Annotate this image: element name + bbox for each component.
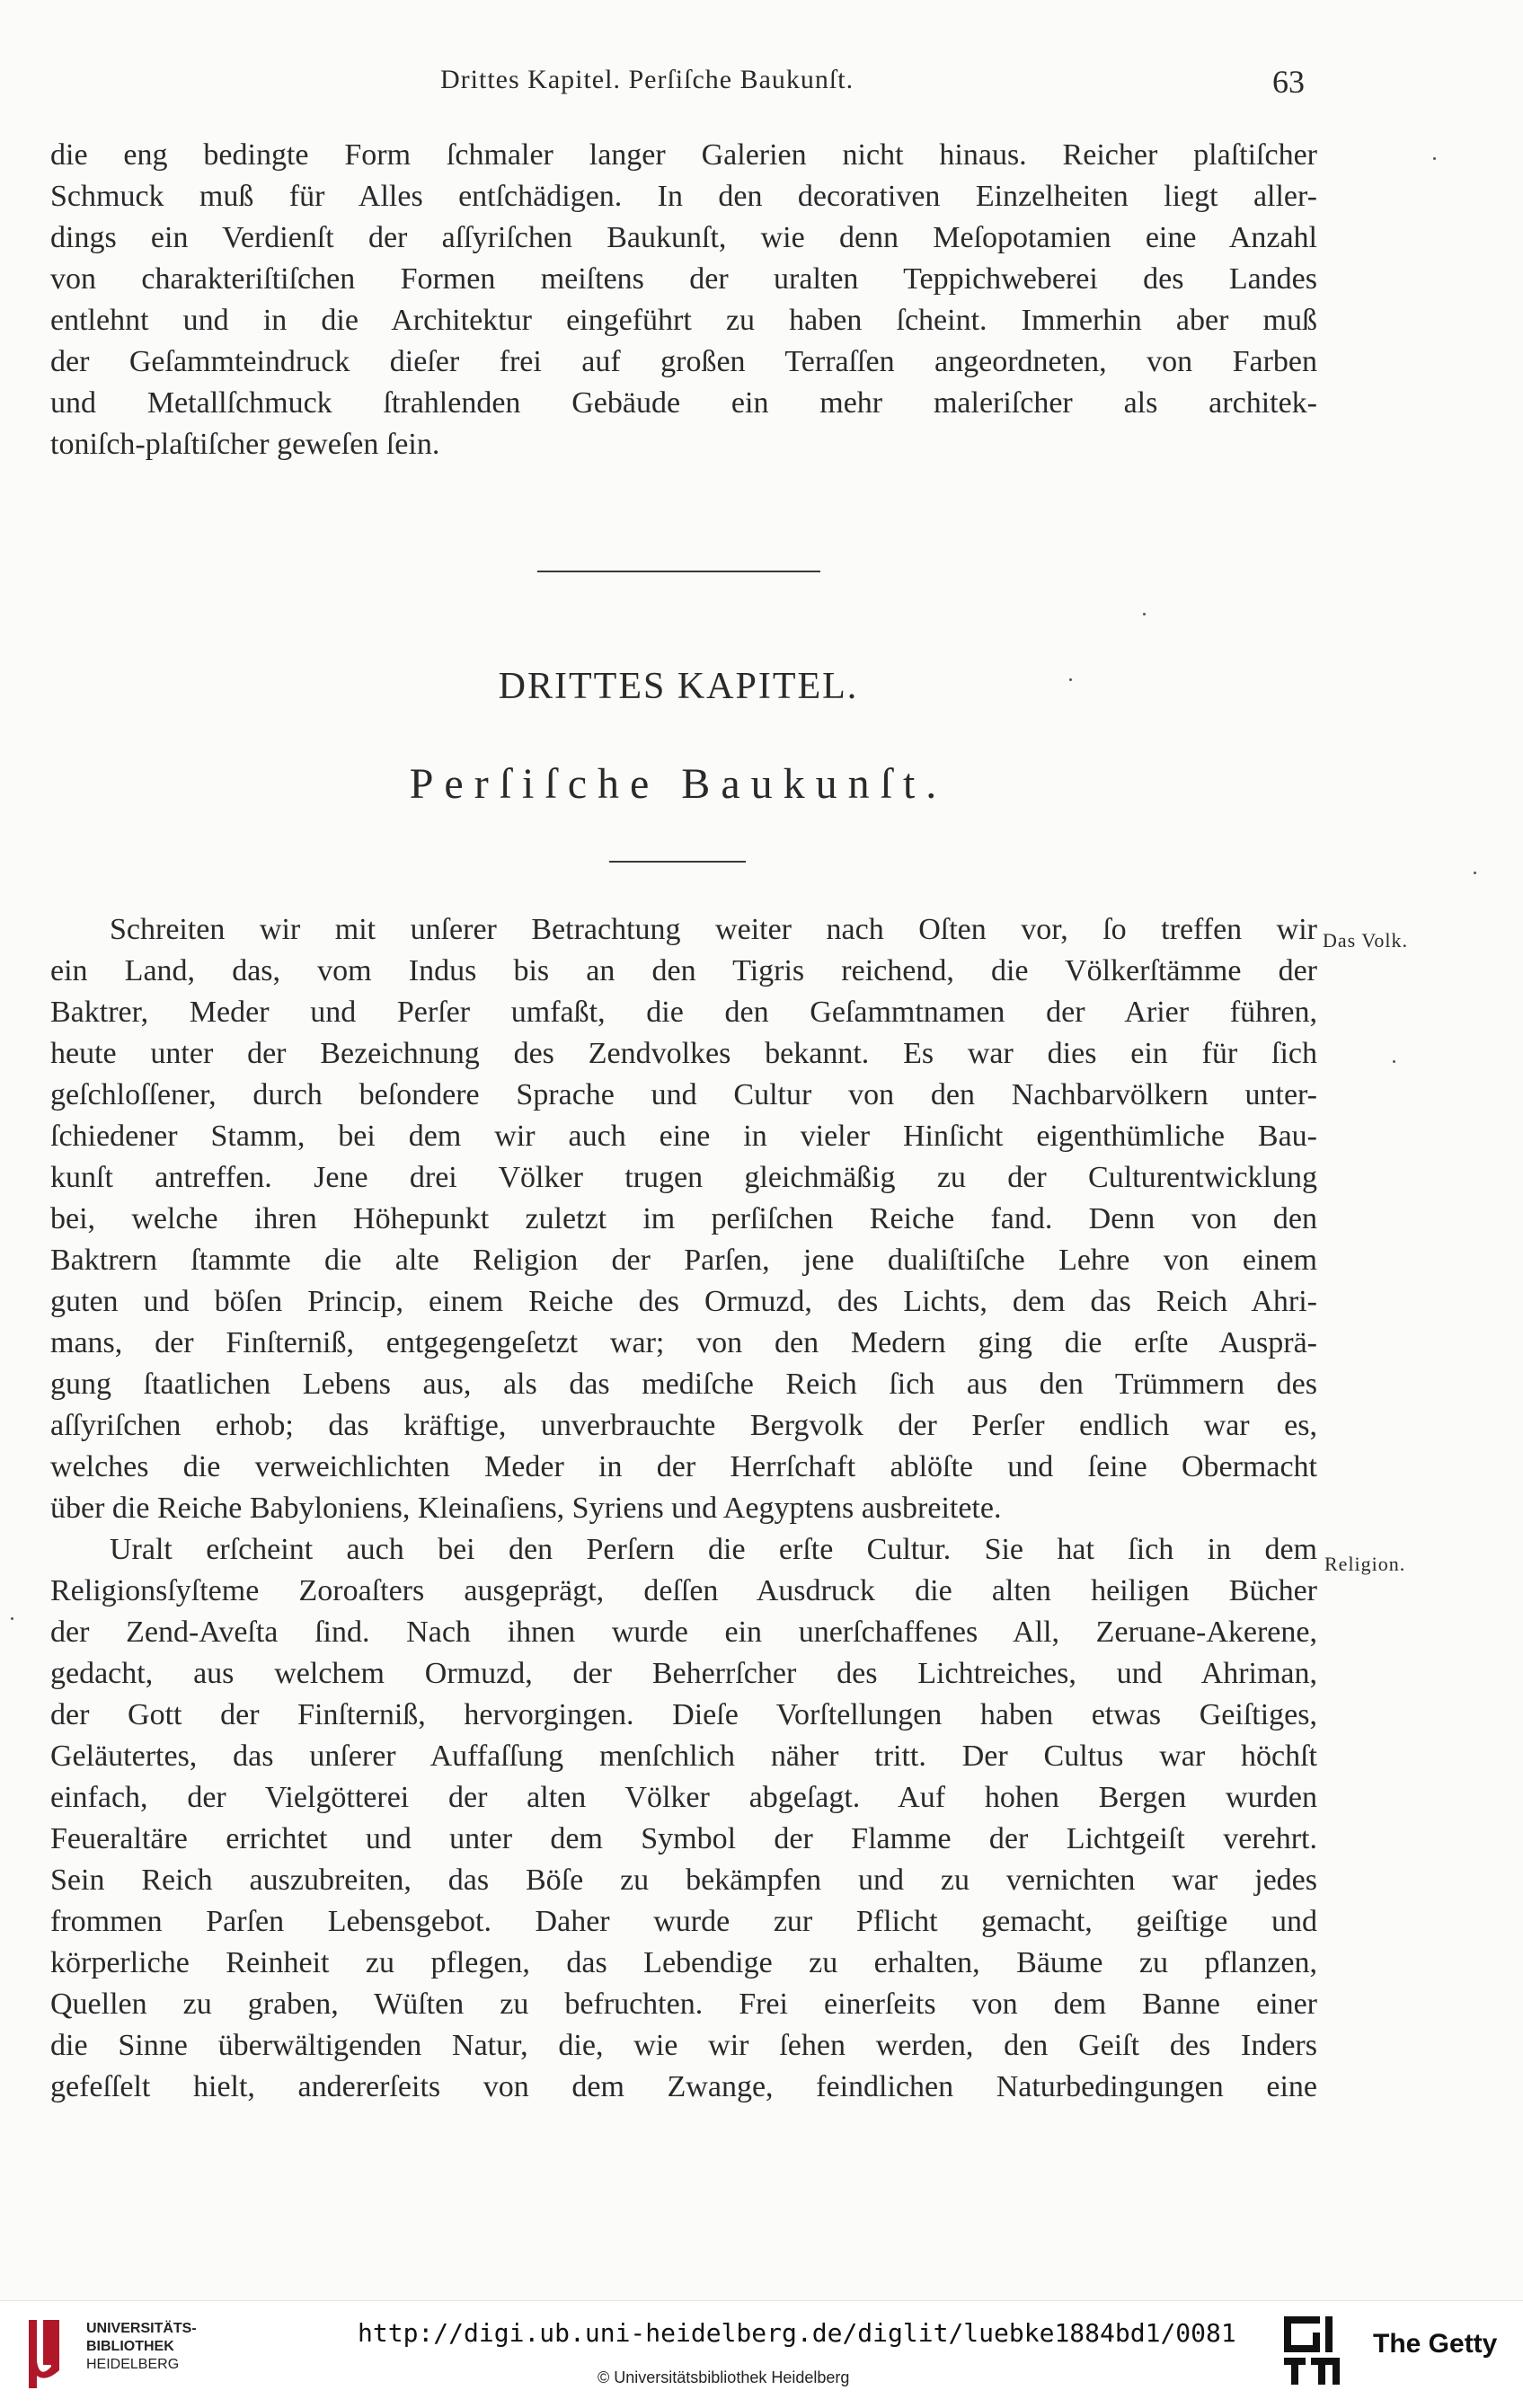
- text-line: gung ſtaatlichen Lebens aus, als das mediſche Reich ſich aus den Trümmern des: [50, 1368, 1317, 1401]
- running-title: Drittes Kapitel. Perſiſche Baukunſt.: [440, 65, 854, 94]
- text-line: gedacht, aus welchem Ormuzd, der Beherrſcher des Lichtreiches, und Ahriman,: [50, 1657, 1317, 1690]
- text-line: dings ein Verdienſt der aſſyriſchen Baukunſt, wie denn Meſopotamien eine Anzahl: [50, 221, 1317, 254]
- chapter-heading: DRITTES KAPITEL.: [498, 666, 859, 707]
- text-line: und Metallſchmuck ſtrahlenden Gebäude ein mehr maleriſcher als architek-: [50, 386, 1317, 420]
- text-line: Schmuck muß für Alles entſchädigen. In den decorativen Einzelheiten liegt aller-: [50, 180, 1317, 213]
- text-line: Feueraltäre errichtet und unter dem Symbol der Flamme der Lichtgeiſt verehrt.: [50, 1822, 1317, 1855]
- chapter-title: Perſiſche Baukunſt.: [409, 760, 948, 808]
- text-line: die Sinne überwältigenden Natur, die, wie wir ſehen werden, den Geiſt des Inders: [50, 2029, 1317, 2062]
- speck: [1393, 1060, 1395, 1063]
- text-line: guten und böſen Princip, einem Reiche des Ormuzd, des Lichts, dem das Reich Ahri-: [50, 1285, 1317, 1318]
- text-line: der Gott der Finſterniß, hervorgingen. Dieſe Vorſtellungen haben etwas Geiſtiges,: [50, 1698, 1317, 1731]
- ub-heidelberg-logo: [16, 2316, 72, 2392]
- text-line: körperliche Reinheit zu pflegen, das Lebendige zu erhalten, Bäume zu pflanzen,: [50, 1946, 1317, 1979]
- getty-logo: [1280, 2313, 1343, 2388]
- text-line: entlehnt und in die Architektur eingeführt zu haben ſcheint. Immerhin aber muß: [50, 304, 1317, 337]
- text-line: kunſt antreffen. Jene drei Völker trugen gleichmäßig zu der Culturentwicklung: [50, 1161, 1317, 1194]
- paragraph-volk: [50, 909, 1317, 1529]
- text-line: toniſch-plaſtiſcher geweſen ſein.: [50, 428, 440, 461]
- marginal-note-religion: Religion.: [1324, 1553, 1406, 1575]
- getty-name: The Getty: [1373, 2329, 1498, 2359]
- speck: [1433, 157, 1436, 160]
- permalink-url[interactable]: http://digi.ub.uni-heidelberg.de/diglit/luebke1884bd1/0081: [358, 2318, 1236, 2348]
- speck: [1474, 872, 1476, 874]
- ub-heidelberg-name: UNIVERSITÄTS- BIBLIOTHEK HEIDELBERG: [86, 2321, 197, 2372]
- text-line: der Geſammteindruck dieſer frei auf großen Terraſſen angeordneten, von Farben: [50, 345, 1317, 378]
- speck: [1069, 678, 1072, 681]
- text-line: die eng bedingte Form ſchmaler langer Galerien nicht hinaus. Reicher plaſtiſcher: [50, 138, 1317, 172]
- text-line: Baktrern ſtammte die alte Religion der Parſen, jene dualiſtiſche Lehre von einem: [50, 1244, 1317, 1277]
- text-line: bei, welche ihren Höhepunkt zuletzt im perſiſchen Reiche fand. Denn von den: [50, 1202, 1317, 1235]
- speck: [11, 1617, 13, 1620]
- text-line: Religionsſyſteme Zoroaſters ausgeprägt, deſſen Ausdruck die alten heiligen Bücher: [50, 1574, 1317, 1607]
- intro-paragraph: [50, 135, 1317, 465]
- section-divider: [537, 571, 820, 572]
- text-line: ein Land, das, vom Indus bis an den Tigris reichend, die Völkerſtämme der: [50, 954, 1317, 987]
- text-line: mans, der Finſterniß, entgegengeſetzt war; von den Medern ging die erſte Ausprä-: [50, 1326, 1317, 1359]
- text-line: frommen Parſen Lebensgebot. Daher wurde zur Pflicht gemacht, geiſtige und: [50, 1905, 1317, 1938]
- text-line: heute unter der Bezeichnung des Zendvolkes bekannt. Es war dies ein für ſich: [50, 1037, 1317, 1070]
- text-line: welches die verweichlichten Meder in der Herrſchaft ablöſte und ſeine Obermacht: [50, 1450, 1317, 1483]
- copyright-notice: © Universitätsbibliothek Heidelberg: [598, 2368, 850, 2386]
- text-line: aſſyriſchen erhob; das kräftige, unverbrauchte Bergvolk der Perſer endlich war es,: [50, 1409, 1317, 1442]
- text-line: Uralt erſcheint auch bei den Perſern die erſte Cultur. Sie hat ſich in dem: [110, 1533, 1317, 1566]
- text-line: von charakteriſtiſchen Formen meiſtens der uralten Teppichweberei des Landes: [50, 262, 1317, 296]
- text-line: Quellen zu graben, Wüſten zu befruchten. Frei einerſeits von dem Banne einer: [50, 1987, 1317, 2021]
- text-line: gefeſſelt hielt, andererſeits von dem Zwange, feindlichen Naturbedingungen eine: [50, 2070, 1317, 2103]
- text-line: Sein Reich auszubreiten, das Böſe zu bekämpfen und zu vernichten war jedes: [50, 1864, 1317, 1897]
- text-line: geſchloſſener, durch beſondere Sprache und Cultur von den Nachbarvölkern unter-: [50, 1078, 1317, 1111]
- title-underline: [609, 861, 746, 863]
- text-line: Baktrer, Meder und Perſer umfaßt, die den Geſammtnamen der Arier führen,: [50, 996, 1317, 1029]
- text-line: einfach, der Vielgötterei der alten Völker abgeſagt. Auf hohen Bergen wurden: [50, 1781, 1317, 1814]
- text-line: ſchiedener Stamm, bei dem wir auch eine in vieler Hinſicht eigenthümliche Bau-: [50, 1120, 1317, 1153]
- paragraph-religion: [50, 1529, 1317, 2108]
- text-line: Geläutertes, das unſerer Auffaſſung menſchlich näher tritt. Der Cultus war höchſt: [50, 1740, 1317, 1773]
- text-line: der Zend-Aveſta ſind. Nach ihnen wurde ein unerſchaffenes All, Zeruane-Akerene,: [50, 1616, 1317, 1649]
- text-line: über die Reiche Babyloniens, Kleinaſiens, Syriens und Aegyptens ausbreitete.: [50, 1492, 1002, 1525]
- speck: [1143, 613, 1146, 615]
- text-line: Schreiten wir mit unſerer Betrachtung weiter nach Oſten vor, ſo treffen wir: [110, 913, 1317, 946]
- marginal-note-volk: Das Volk.: [1323, 929, 1408, 952]
- page-number: 63: [1272, 64, 1305, 100]
